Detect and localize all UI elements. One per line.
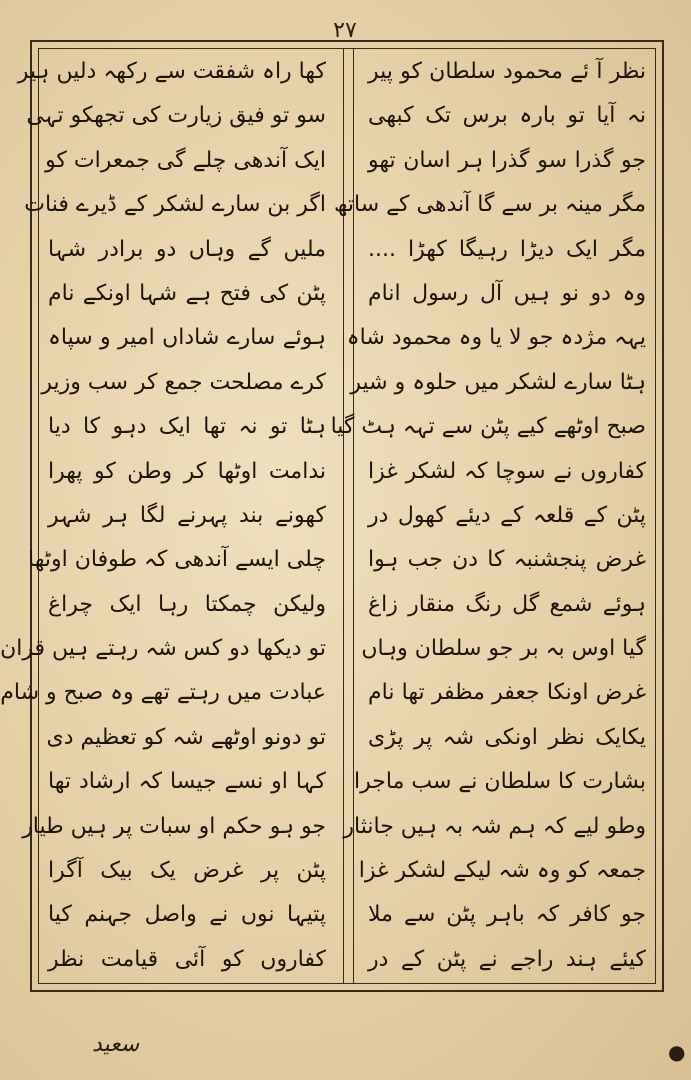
verse-line: مگر ایک دیڑا رہیگا کھڑا .... [368,236,646,262]
verse-line: نہ آیا تو بارہ برس تک کبھی [368,103,646,129]
verse-line: تو دیکھا دو کس شہ رہتے ہیں قران [0,636,326,662]
verse-line: ہٹا سارے لشکر میں حلوہ و شیر [350,369,646,395]
verse-line: ہوئے شمع گل رنگ منقار زاغ [368,591,646,617]
verse-line: اگر بن سارے لشکر کے ڈیرے فنات [24,192,326,218]
verse-line: گیا اوس بہ بر جو سلطان وہاں [361,636,646,662]
verse-line: سو تو فیق زیارت کی تجھکو تہی [26,103,326,129]
verse-line: بشارت کا سلطان نے سب ماجرا [354,769,646,795]
verse-line: چلی ایسے آندھی کہ طوفان اوٹھا [28,547,326,573]
verse-line: مگر مینہ بر سے گا آندھی کے ساتھ [334,192,646,218]
verse-line: کھا راہ شفقت سے رکھہ دلیں ہیر [17,59,326,84]
verse-line: کفاروں کو آئی قیامت نظر [48,946,326,972]
verse-line: صبح اوٹھے کیے پٹن سے تہہ ہٹ گیا [330,414,646,440]
verse-line: نظر آ ئے محمود سلطان کو پیر [368,59,646,84]
verse-line: جمعہ کو وہ شہ لیکے لشکر غزا [358,858,646,884]
verse-line: کہا او نسے جیسا کہ ارشاد تھا [48,769,326,795]
verse-line: پٹن کی فتح ہے شہا اونکے نام [48,280,326,306]
verse-line: پٹن پر غرض یک بیک آگرا [48,858,326,884]
verse-line: کفاروں نے سوچا کہ لشکر غزا [368,458,646,484]
verse-line: غرض اونکا جعفر مظفر تھا نام [368,680,646,706]
verse-line: تو دونو اوٹھے شہ کو تعظیم دی [46,724,326,750]
verse-line: کھونے بند پہرنے لگا ہر شہر [48,502,326,528]
verse-line: کیئے ہند راجے نے پٹن کے در [368,946,646,972]
page-number: ۲۷ [333,18,357,43]
corner-mark-icon: ● [668,1040,686,1064]
verse-line: ہوئے سارے شاداں امیر و سپاہ [48,325,326,351]
verse-line: جو کافر کہ باہر پٹن سے ملا [368,902,646,928]
handwritten-signature: سعید [92,1032,140,1057]
verse-line: غرض پنجشنبہ کا دن جب ہوا [368,547,646,573]
verse-line: ہٹا تو نہ تھا ایک دہو کا دیا [48,414,326,440]
verse-line: یکایک نظر اونکی شہ پر پڑی [368,724,646,750]
verse-line: عبادت میں رہتے تھے وہ صبح و شام [0,680,326,706]
right-column [330,56,650,976]
verse-line: یہہ مژدہ جو لا یا وہ محمود شاہ [346,325,646,351]
verse-line: ایک آندھی چلے گی جمعرات کو [45,147,326,173]
verse-line: جو گذرا سو گذرا ہر اسان تھو [368,147,646,173]
verse-line: ملیں گے وہاں دو برادر شہا [48,236,326,262]
verse-line: وہ دو نو ہیں آل رسول انام [368,280,646,306]
verse-line: پتیہا نوں نے واصل جہنم کیا [48,902,326,928]
verse-line: ندامت اوٹھا کر وطن کو پھرا [48,458,326,484]
verse-line: کرے مصلحت جمع کر سب وزیر [41,369,326,395]
verse-line: پٹن کے قلعہ کے دیئے کھول در [368,502,646,528]
left-column [0,56,330,976]
verse-line: وطو لیے کہ ہم شہ بہ ہیں جانثار [343,813,646,839]
verse-line: ولیکن چمکتا رہا ایک چراغ [48,591,326,617]
verse-line: جو ہو حکم او سبات پر ہیں طیار [22,813,326,839]
